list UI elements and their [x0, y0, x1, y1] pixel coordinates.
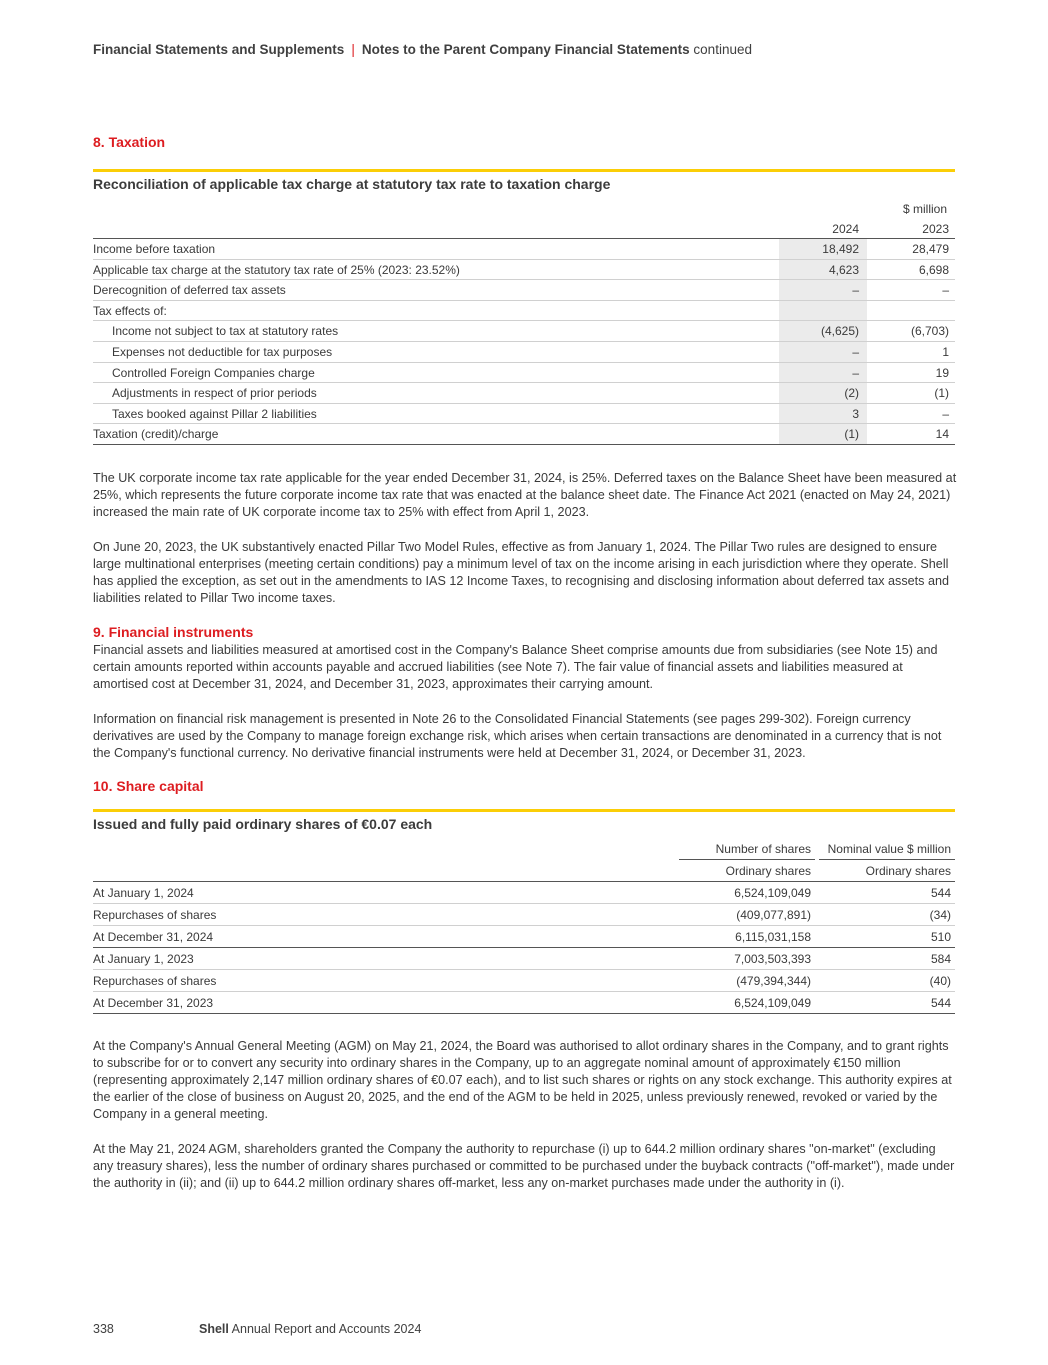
footer-report-name: Annual Report and Accounts 2024	[231, 1322, 422, 1336]
shares-value: 6,524,109,049	[734, 886, 811, 900]
nominal-value: (40)	[929, 974, 951, 988]
row-label: At December 31, 2023	[93, 996, 214, 1010]
value-2024	[779, 301, 867, 321]
row-label: Income before taxation	[93, 242, 216, 256]
running-header	[93, 42, 752, 57]
column-2023-header: 2023	[922, 222, 949, 236]
table-row	[93, 383, 955, 404]
table-row	[93, 260, 955, 281]
table-row-total	[93, 424, 955, 445]
page-number: 338	[93, 1322, 114, 1336]
table-row	[93, 992, 955, 1014]
taxation-paragraph-2: On June 20, 2023, the UK substantively enacted Pillar Two Model Rules, effective as from January 1, 2024. The Pillar Two rules are designed to ensure large multinational enterprises (meeting certain conditions) pay a minimum level of tax on the income arising in each jurisdiction where they operate. Shell has applied the exception, as set out in the amendments to IAS 12 Income Taxes, to recognising and disclosing information about deferred tax assets and liabilities related to Pillar Two income taxes.	[93, 540, 949, 605]
row-label: Controlled Foreign Companies charge	[112, 365, 315, 380]
shares-value: (479,394,344)	[736, 974, 811, 988]
value-2023: (1)	[934, 386, 949, 401]
header-section: Financial Statements and Supplements	[93, 42, 345, 57]
value-2023: –	[942, 406, 949, 421]
financial-instruments-paragraph-1: Financial assets and liabilities measured at amortised cost in the Company's Balance Sheet comprise amounts due from subsidiaries (see Note 15) and certain amounts reported within accounts payable and accrued liabilities (see Note 7). The fair value of financial assets and liabilities measured at amortised cost at December 31, 2024, and December 31, 2023, approximates their carrying amount.	[93, 643, 938, 691]
table-row	[93, 404, 955, 425]
value-2024: –	[779, 280, 867, 300]
row-label: At January 1, 2024	[93, 886, 194, 900]
value-2024: 18,492	[779, 239, 867, 259]
value-2024: –	[779, 363, 867, 383]
value-2023	[867, 301, 955, 321]
subcolumn-ordinary-shares: Ordinary shares	[725, 864, 811, 878]
table-row	[93, 342, 955, 363]
column-number-of-shares: Number of shares	[679, 838, 815, 860]
financial-instruments-title: 9. Financial instruments	[93, 624, 254, 640]
share-capital-paragraph-2: At the May 21, 2024 AGM, shareholders granted the Company the authority to repurchase (i) up to 644.2 million ordinary shares "on-market" (excluding any treasury shares), less the number of ordinary shares purchased or committed to be purchased under the buyback contracts ("off-market"), made under the authority in (ii); and (ii) up to 644.2 million ordinary shares off-market, less any on-market purchases made under the authority in (i).	[93, 1142, 955, 1190]
nominal-value: 510	[930, 930, 951, 944]
shares-value: (409,077,891)	[736, 908, 811, 922]
header-separator: |	[351, 42, 355, 57]
share-table-header-top	[93, 838, 955, 860]
taxation-paragraph-1: The UK corporate income tax rate applicable for the year ended December 31, 2024, is 25%. Deferred taxes on the Balance Sheet have been measured at 25%, which represents the future corporate income tax rate that was enacted at the balance sheet date. The Finance Act 2021 (enacted on May 24, 2021) increased the main rate of UK corporate income tax to 25% with effect from April 1, 2023.	[93, 471, 957, 519]
table-row	[93, 926, 955, 948]
row-label: Adjustments in respect of prior periods	[112, 386, 317, 401]
row-label: Repurchases of shares	[93, 974, 217, 988]
row-label: Derecognition of deferred tax assets	[93, 283, 286, 298]
value-2023: 19	[935, 365, 949, 380]
row-label: At January 1, 2023	[93, 952, 194, 966]
tax-reconciliation-table	[93, 200, 955, 445]
table-row	[93, 280, 955, 301]
share-capital-paragraph-1: At the Company's Annual General Meeting (AGM) on May 21, 2024, the Board was authorised to allot ordinary shares in the Company, and to grant rights to subscribe for or to convert any security into ordinary shares in the Company, up to an aggregate nominal amount of approximately €150 million (representing approximately 2,147 million ordinary shares of €0.07 each), and to list such shares or rights on any stock exchange. This authority expires at the earlier of the close of business on August 20, 2025, and the end of the AGM to be held in 2025, unless previously renewed, revoked or varied by the Company in a general meeting.	[93, 1039, 952, 1121]
value-2023: 6,698	[918, 262, 949, 277]
nominal-value: 544	[930, 886, 951, 900]
nominal-value: (34)	[929, 908, 951, 922]
header-subsection: Notes to the Parent Company Financial Statements	[361, 42, 690, 57]
table-row	[93, 970, 955, 992]
share-capital-title: 10. Share capital	[93, 778, 204, 794]
shares-value: 7,003,503,393	[734, 952, 811, 966]
tax-table-header	[93, 219, 955, 239]
row-label: Applicable tax charge at the statutory tax rate of 25% (2023: 23.52%)	[93, 262, 460, 277]
share-capital-rule	[93, 809, 955, 812]
footer-brand: Shell	[199, 1322, 229, 1336]
value-2024: 4,623	[779, 260, 867, 280]
tax-table-unit: $ million	[902, 202, 947, 216]
value-2023: –	[942, 283, 949, 298]
shares-value: 6,115,031,158	[735, 930, 811, 944]
share-table-header-sub	[93, 860, 955, 882]
row-label: Taxes booked against Pillar 2 liabilities	[112, 406, 317, 421]
row-label: Expenses not deductible for tax purposes	[112, 344, 333, 359]
row-label: Repurchases of shares	[93, 908, 217, 922]
nominal-value: 544	[930, 996, 951, 1010]
tax-table-title: Reconciliation of applicable tax charge at statutory tax rate to taxation charge	[93, 176, 611, 192]
value-2024: (4,625)	[779, 321, 867, 341]
table-row	[93, 904, 955, 926]
value-2024: (1)	[779, 424, 867, 444]
share-table-title: Issued and fully paid ordinary shares of €0.07 each	[93, 816, 433, 832]
table-row	[93, 882, 955, 904]
nominal-value: 584	[930, 952, 951, 966]
table-row	[93, 239, 955, 260]
table-row	[93, 948, 955, 970]
taxation-title: 8. Taxation	[93, 134, 166, 150]
share-capital-table	[93, 838, 955, 1014]
value-2024: 3	[779, 404, 867, 424]
value-2023: 28,479	[912, 242, 949, 256]
column-2024-header: 2024	[832, 222, 859, 236]
row-label: Taxation (credit)/charge	[93, 427, 219, 442]
column-nominal-value: Nominal value $ million	[819, 838, 955, 860]
value-2024: (2)	[779, 383, 867, 403]
table-row	[93, 363, 955, 384]
header-suffix: continued	[693, 42, 752, 57]
row-label: Tax effects of:	[93, 303, 167, 318]
subcolumn-ordinary-shares: Ordinary shares	[865, 864, 951, 878]
page-footer	[93, 1322, 421, 1336]
table-row	[93, 321, 955, 342]
financial-instruments-paragraph-2: Information on financial risk management is presented in Note 26 to the Consolidated Financial Statements (see pages 299-302). Foreign currency derivatives are used by the Company to manage foreign exchange risk, which arises when certain transactions are denominated in a currency that is not the Company's functional currency. No derivative financial instruments were held at December 31, 2024, or December 31, 2023.	[93, 712, 942, 760]
value-2023: (6,703)	[910, 324, 949, 339]
table-row	[93, 301, 955, 322]
row-label: Income not subject to tax at statutory rates	[112, 324, 339, 339]
shares-value: 6,524,109,049	[734, 996, 811, 1010]
value-2024: –	[779, 342, 867, 362]
value-2023: 14	[935, 427, 949, 442]
taxation-rule	[93, 169, 955, 172]
value-2023: 1	[942, 344, 949, 359]
row-label: At December 31, 2024	[93, 930, 214, 944]
